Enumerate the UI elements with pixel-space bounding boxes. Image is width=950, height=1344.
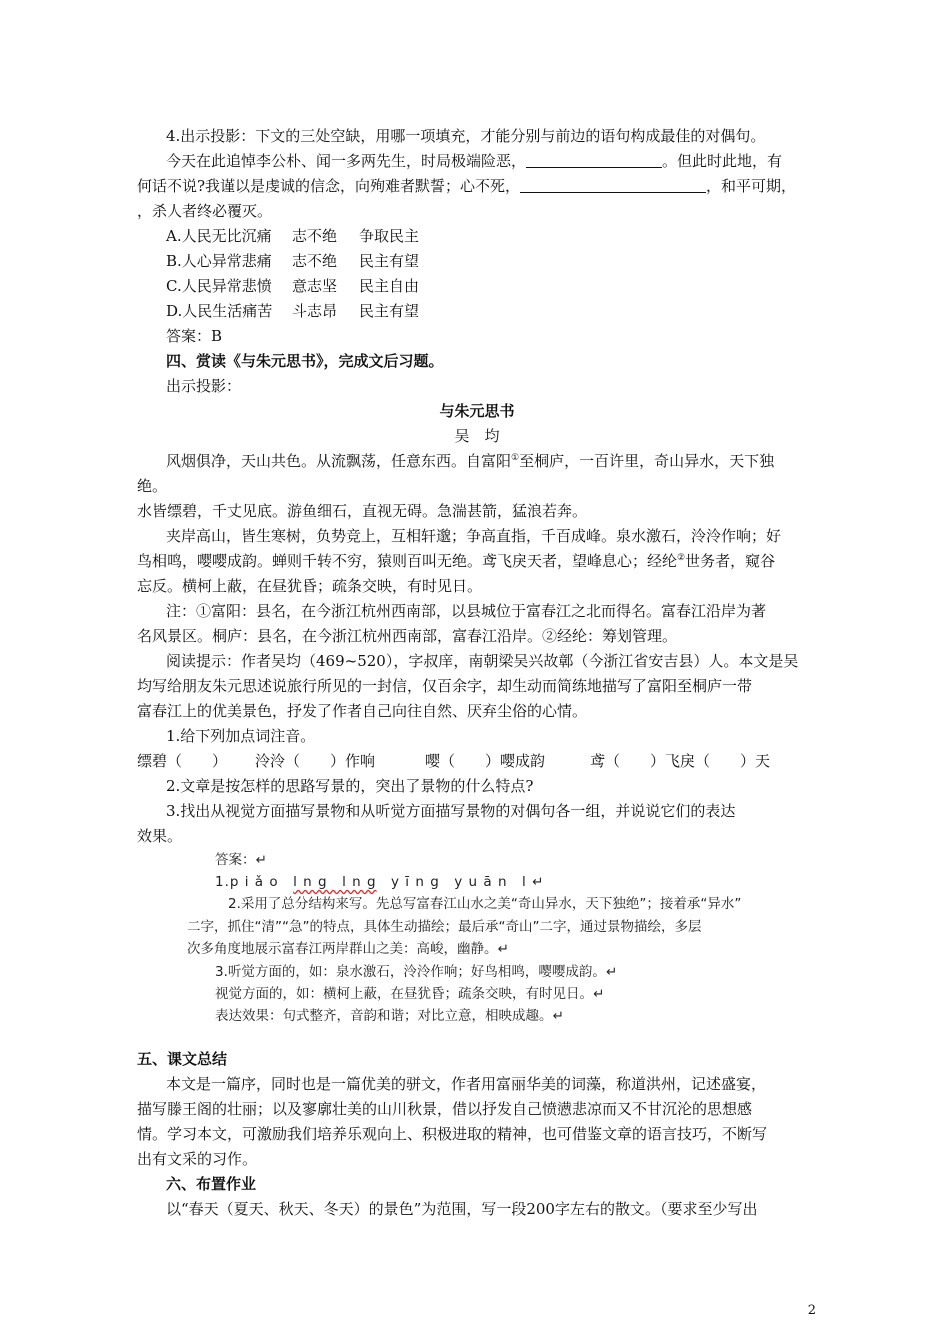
pinyin-prefix: 1.p i ǎ o (215, 874, 294, 890)
q4-text-1b: 。但此时此地，有 (662, 152, 783, 170)
q4-option-b (166, 251, 817, 271)
q4-answer: 答案：B (166, 327, 223, 345)
page-number: 2 (807, 1303, 816, 1318)
section5-line-3: 情。学习本文，可激励我们培养乐观向上、积极进取的精神，也可借鉴文章的语言技巧，不断写 (137, 1125, 768, 1143)
option-c-2: 意志坚 (292, 277, 338, 295)
q4-option-c (166, 276, 817, 296)
q4-text-line-1 (166, 151, 817, 171)
section5-line-1: 本文是一篇序，同时也是一篇优美的骈文，作者用富丽华美的词藻，称道洪州，记述盛宴， (166, 1075, 767, 1093)
option-a-2: 志不绝 (292, 227, 338, 245)
p3-b2: 世务者，窥谷 (685, 552, 776, 570)
q4-stem: 4.出示投影：下文的三处空缺，用哪一项填充，才能分别与前边的语句构成最佳的对偶句。 (166, 127, 766, 145)
ex1-item-2: 泠泠（ ）作响 (255, 752, 376, 770)
answer-2-line-1: 2.采用了总分结构来写。先总写富春江山水之美“奇山异水，天下独绝”；接着承“异水” (228, 896, 742, 912)
text-p1-line-2: 绝。 (137, 477, 168, 495)
exercise-3-line-2: 效果。 (137, 827, 183, 845)
footnote-mark-2: ② (677, 553, 686, 563)
ex1-item-3: 嘤（ ）嘤成韵 (425, 752, 546, 770)
text-p1-line-1 (166, 451, 817, 471)
answer-2-line-3: 次多角度地展示富春江两岸群山之美：高峻，幽静。↵ (187, 941, 509, 957)
text-p3-line-3: 忘反。横柯上蔽，在昼犹昏；疏条交映，有时见日。 (137, 577, 483, 595)
section5-line-2: 描写滕王阁的壮丽；以及寥廓壮美的山川秋景，借以抒发自己愤懑悲凉而又不甘沉沦的思想感 (137, 1100, 753, 1118)
footnote-mark-1: ① (511, 453, 520, 463)
exercise-2: 2.文章是按怎样的思路写景的，突出了景物的什么特点? (166, 777, 534, 795)
option-b-1: B.人心异常悲痛 (166, 252, 272, 270)
exercise-1-items (137, 751, 817, 771)
pinyin-rest: y ī n g y u ā n l ↵ (376, 874, 545, 890)
option-a-3: 争取民主 (359, 227, 420, 245)
blank-2 (520, 178, 706, 193)
ex1-item-1: 缥碧（ ） (137, 752, 228, 770)
q4-option-d (166, 301, 817, 321)
section6-heading: 六、布置作业 (166, 1175, 257, 1193)
text-p3-line-2 (137, 551, 817, 571)
option-a-1: A.人民无比沉痛 (166, 227, 272, 245)
p1-b: 至桐庐，一百许里，奇山异水，天下独 (519, 452, 775, 470)
option-d-3: 民主有望 (359, 302, 420, 320)
text-p3-line-1: 夹岸高山，皆生寒树，负势竞上，互相轩邈；争高直指，千百成峰。泉水激石，泠泠作响；好 (166, 527, 782, 545)
exercise-3-line-1: 3.找出从视觉方面描写景物和从听觉方面描写景物的对偶句各一组，并说说它们的表达 (166, 802, 736, 820)
answer-image (137, 848, 817, 1028)
tip-line-3: 富春江上的优美景色，抒发了作者自己向往自然、厌弃尘俗的心情。 (137, 702, 588, 720)
q4-text-line-3: ，杀人者终必覆灭。 (137, 202, 273, 220)
blank-1 (526, 153, 662, 168)
pinyin-wavy: l n g l n g (293, 874, 377, 890)
section4-show: 出示投影： (166, 377, 242, 395)
section5-heading: 五、课文总结 (137, 1050, 228, 1068)
section6-line-1: 以“春天（夏天、秋天、冬天）的景色”为范围，写一段200字左右的散文。（要求至少写出 (166, 1200, 758, 1218)
answer-3-line-1: 3.听觉方面的，如：泉水激石，泠泠作响；好鸟相鸣，嘤嘤成韵。↵ (215, 964, 618, 980)
section4-heading: 四、赏读《与朱元思书》，完成文后习题。 (166, 352, 444, 370)
exercise-1: 1.给下列加点词注音。 (166, 727, 316, 745)
p3-b1: 鸟相鸣，嘤嘤成韵。蝉则千转不穷，猿则百叫无绝。鸢飞戾天者，望峰息心；经纶 (137, 552, 678, 570)
answer-label: 答案：↵ (215, 852, 267, 868)
option-d-2: 斗志昂 (292, 302, 338, 320)
option-b-2: 志不绝 (292, 252, 338, 270)
answer-1-pinyin (215, 872, 544, 892)
poem-title: 与朱元思书 (439, 402, 515, 420)
note-line-2: 名风景区。桐庐：县名，在今浙江杭州西南部，富春江沿岸。②经纶：筹划管理。 (137, 627, 678, 645)
answer-3-line-2: 视觉方面的，如：横柯上蔽，在昼犹昏；疏条交映，有时见日。↵ (215, 986, 605, 1002)
q4-text-2b: ，和平可期， (706, 177, 797, 195)
option-c-1: C.人民异常悲愤 (166, 277, 272, 295)
q4-text-1a: 今天在此追悼李公朴、闻一多两先生，时局极端险恶， (166, 152, 527, 170)
tip-line-1: 阅读提示：作者吴均（469~520），字叔庠，南朝梁吴兴故鄣（今浙江省安吉县）人。本文是吴 (166, 652, 799, 670)
ex1-item-4: 鸢（ ）飞戾（ ）天 (590, 752, 771, 770)
option-c-3: 民主自由 (359, 277, 420, 295)
q4-option-a (166, 226, 817, 246)
p1-a: 风烟俱净，天山共色。从流飘荡，任意东西。自富阳 (166, 452, 512, 470)
q4-text-2a: 何话不说?我谨以是虔诚的信念，向殉难者默誓；心不死， (137, 177, 521, 195)
q4-text-line-2 (137, 176, 817, 196)
answer-3-line-3: 表达效果：句式整齐，音韵和谐；对比立意，相映成趣。↵ (215, 1008, 564, 1024)
option-b-3: 民主有望 (359, 252, 420, 270)
text-p2: 水皆缥碧，千丈见底。游鱼细石，直视无碍。急湍甚箭，猛浪若奔。 (137, 502, 588, 520)
note-line-1: 注：①富阳：县名，在今浙江杭州西南部，以县城位于富春江之北而得名。富春江沿岸为著 (166, 602, 767, 620)
answer-2-line-2: 二字，抓住“清”“急”的特点，具体生动描绘；最后承“奇山”二字，通过景物描绘，多层 (187, 919, 702, 935)
tip-line-2: 均写给朋友朱元思述说旅行所见的一封信，仅百余字，却生动而简练地描写了富阳至桐庐一带 (137, 677, 753, 695)
section5-line-4: 出有文采的习作。 (137, 1150, 258, 1168)
poem-author: 吴 均 (454, 427, 500, 445)
option-d-1: D.人民生活痛苦 (166, 302, 273, 320)
